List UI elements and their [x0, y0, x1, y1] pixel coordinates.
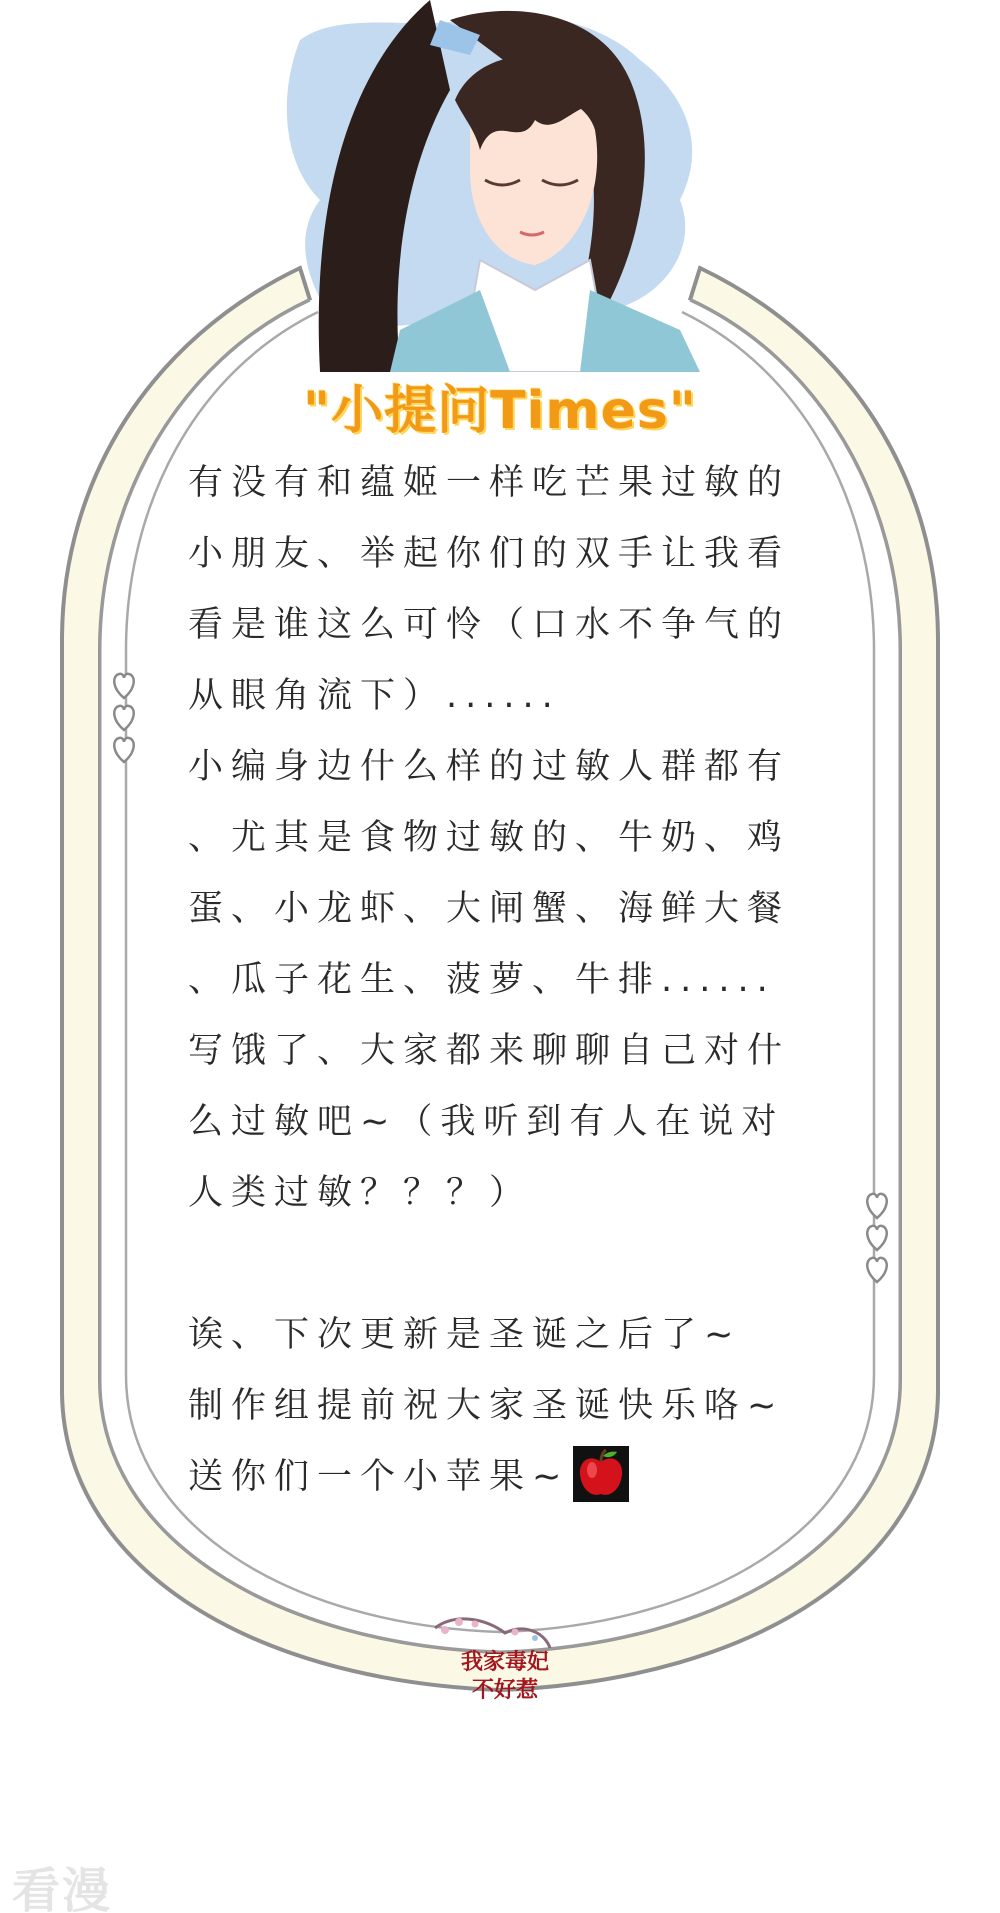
- text-line: 从眼角流下）......: [188, 676, 561, 716]
- text-line: 小编身边什么样的过敏人群都有: [188, 747, 791, 787]
- text-line: 有没有和蕴姬一样吃芒果过敏的: [188, 463, 791, 503]
- character-portrait: [280, 0, 750, 372]
- paragraph-mango: [188, 448, 818, 732]
- text-line: 蛋、小龙虾、大闸蟹、海鲜大餐: [188, 889, 791, 929]
- heart-chain-icon: [108, 668, 140, 768]
- text-line: 、尤其是食物过敏的、牛奶、鸡: [188, 818, 791, 858]
- heart-chain-icon: [861, 1188, 893, 1288]
- text-line: 诶、下次更新是圣诞之后了~: [188, 1315, 742, 1355]
- paragraph-allergies: [188, 732, 818, 1229]
- text-line: 、瓜子花生、菠萝、牛排......: [188, 960, 776, 1000]
- comic-logo-text: 我家毒妃不好惹: [460, 1649, 549, 1703]
- text-line-content: 送你们一个小苹果~: [188, 1457, 570, 1497]
- text-line: 人类过敏？？？）: [188, 1173, 533, 1213]
- article-body: [188, 448, 818, 1513]
- text-line: 制作组提前祝大家圣诞快乐咯~: [188, 1386, 785, 1426]
- apple-icon: [573, 1446, 629, 1502]
- text-line: 小朋友、举起你们的双手让我看: [188, 534, 791, 574]
- text-line: 看是谁这么可怜（口水不争气的: [188, 605, 791, 645]
- text-line: 写饿了、大家都来聊聊自己对什: [188, 1031, 791, 1071]
- text-line: [188, 1442, 818, 1513]
- text-line: 么过敏吧~（我听到有人在说对: [188, 1102, 785, 1142]
- watermark: 看漫: [12, 1863, 113, 1913]
- paragraph-christmas: [188, 1300, 818, 1513]
- section-title: "小提问Times": [303, 381, 697, 441]
